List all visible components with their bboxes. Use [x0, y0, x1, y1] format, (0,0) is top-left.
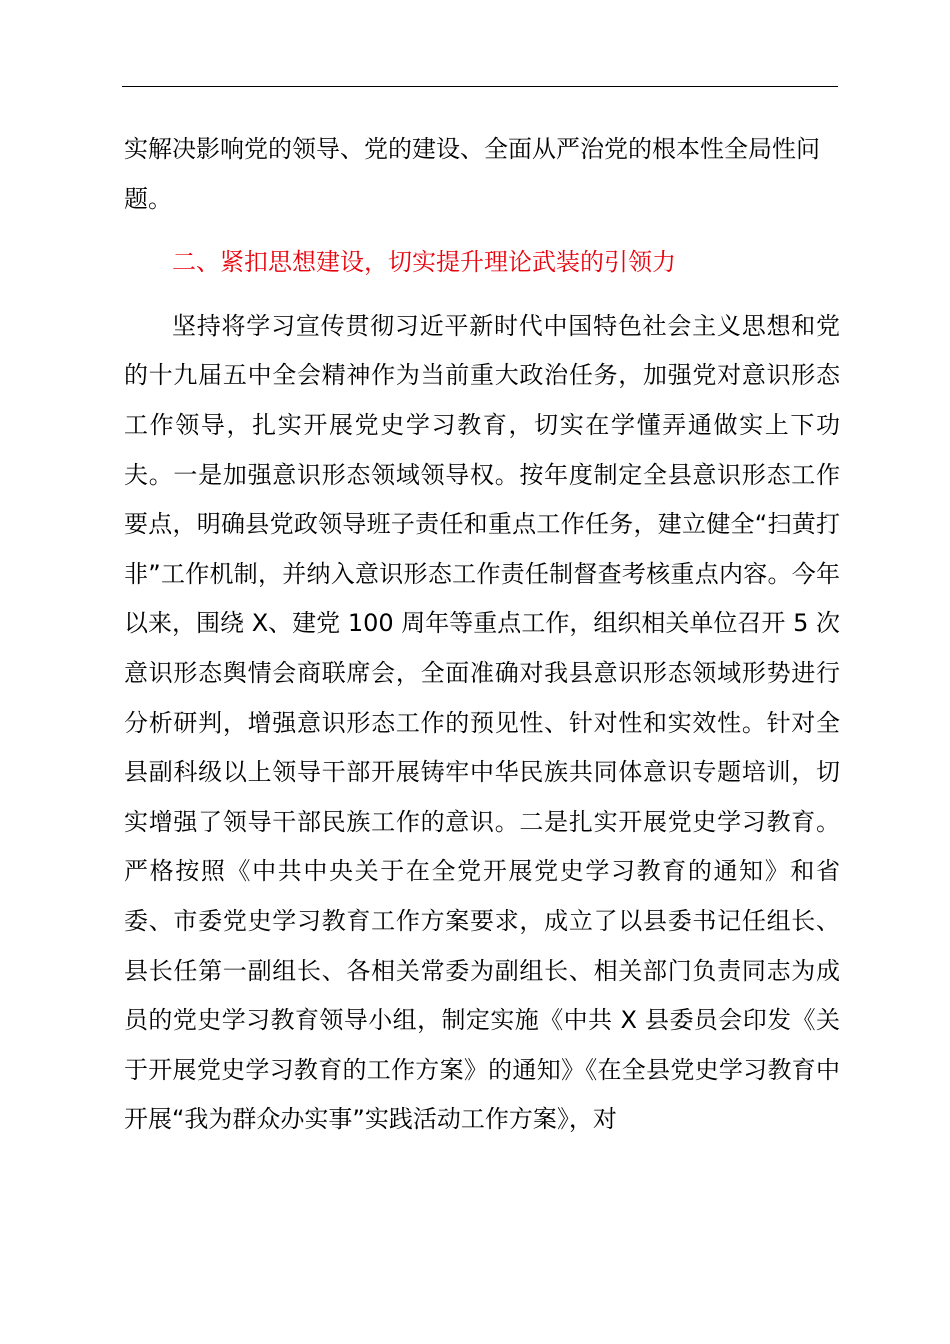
header-rule — [122, 86, 838, 87]
document-body — [124, 125, 840, 1145]
section-heading: 二、紧扣思想建设，切实提升理论武装的引领力 — [172, 248, 676, 277]
continued-paragraph: 实解决影响党的领导、党的建设、全面从严治党的根本性全局性问题。 — [124, 135, 820, 213]
body-paragraph: 坚持将学习宣传贯彻习近平新时代中国特色社会主义思想和党的十九届五中全会精神作为当前重大政治任务，加强党对意识形态工作领导，扎实开展党史学习教育，切实在学懂弄通做实上下功夫。一是加强意识形态领域领导权。按年度制定全县意识形态工作要点，明确县党政领导班子责任和重点工作任务，建立健全“扫黄打非”工作机制，并纳入意识形态工作责任制督查考核重点内容。今年以来，围绕 X、建党 100 周年等重点工作，组织相关单位召开 5 次意识形态舆情会商联席会，全面准确对我县意识形态领域形势进行分析研判，增强意识形态工作的预见性、针对性和实效性。针对全县副科级以上领导干部开展铸牢中华民族共同体意识专题培训，切实增强了领导干部民族工作的意识。二是扎实开展党史学习教育。严格按照《中共中央关于在全党开展党史学习教育的通知》和省委、市委党史学习教育工作方案要求，成立了以县委书记任组长、县长任第一副组长、各相关常委为副组长、相关部门负责同志为成员的党史学习教育领导小组，制定实施《中共 X 县委员会印发《关于开展党史学习教育的工作方案》的通知》《在全县党史学习教育中开展“我为群众办实事”实践活动工作方案》，对 — [124, 311, 840, 1134]
